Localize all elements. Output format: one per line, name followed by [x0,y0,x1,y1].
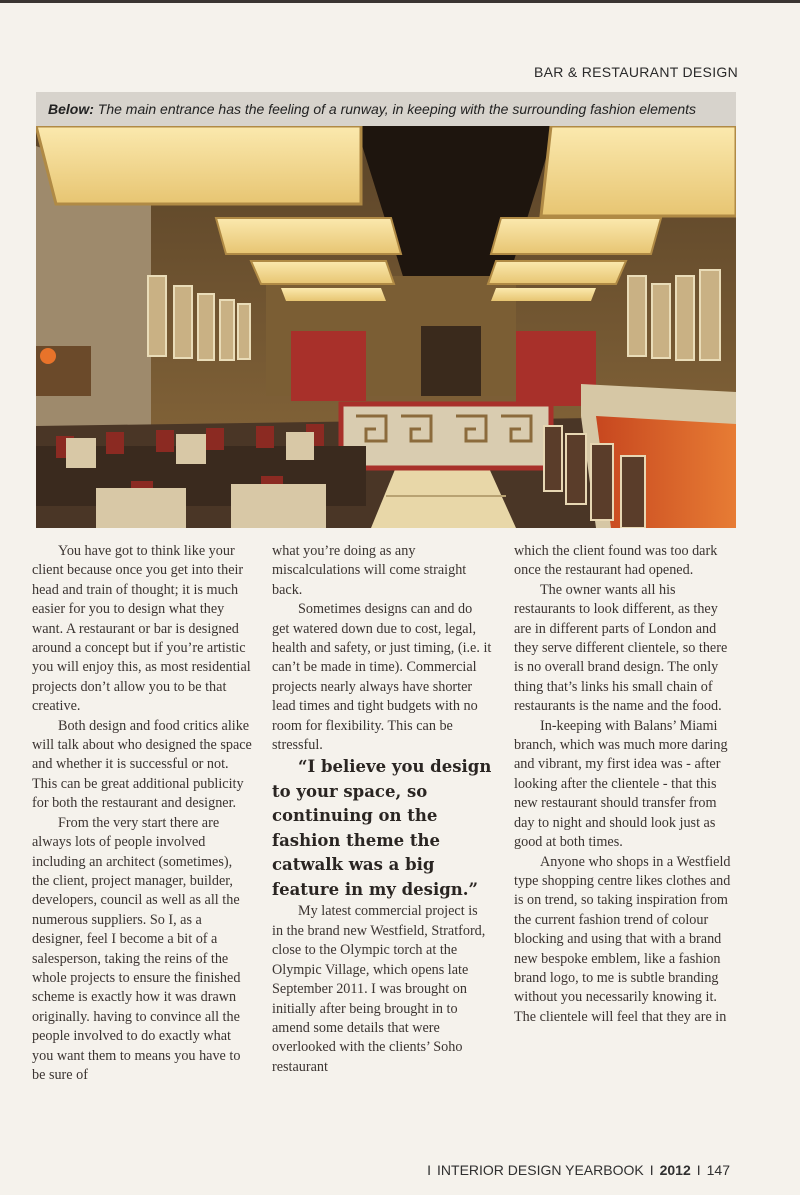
paragraph: Anyone who shops in a Westfield type shopping centre likes clothes and is on trend, so taking inspiration from the current fashion trend of colour blocking and using that with a brand new bespoke emblem, like a fashion brand logo, to me is subtle branding without you necessarily knowing it. The clientele will feel that they are in [514,853,731,1025]
paragraph: You have got to think like your client because once you get into their head and train of thought; it is much easier for you to design what they want. A restaurant or bar is designed around a concept but if you’re artistic you will enjoy this, as most residential projects don’t allow you to be that creative. [32,543,251,715]
footer-separator: I [649,1162,654,1178]
page-number: 147 [706,1162,730,1178]
article-column-2 [272,542,492,1077]
publication-name: INTERIOR DESIGN YEARBOOK [437,1162,644,1178]
restaurant-interior-photo [36,126,736,528]
paragraph: Both design and food critics alike will talk about who designed the space and whether it is successful or not. This can be great additional publicity for both the restaurant and designer. [32,717,252,812]
paragraph: My latest commercial project is in the brand new Westfield, Stratford, close to the Olympic torch at the Olympic Village, which opens late September 2011. I was brought on initially after being brought in to amend some details that were overlooked with the clients’ Soho restaurant [272,903,486,1075]
page-footer [421,1162,730,1178]
pull-quote: “I believe you design to your space, so continuing on the fashion theme the catwalk was a big feature in my design.” [272,757,492,899]
footer-separator: I [696,1162,701,1178]
top-rule [0,0,800,3]
restaurant-interior-image [36,126,736,528]
paragraph: which the client found was too dark once the restaurant had opened. [514,543,718,579]
caption-text: The main entrance has the feeling of a runway, in keeping with the surrounding fashion elements [97,101,696,117]
footer-separator: I [427,1162,432,1178]
section-heading: BAR & RESTAURANT DESIGN [534,64,738,80]
paragraph: From the very start there are always lots of people involved including an architect (sometimes), the client, project manager, builder, developers, council as well as all the numerous suppliers. So I, as a designer, feel I become a bit of a salesperson, taking the reins of the whole projects to ensure the finished scheme is exactly how it was drawn originally. having to convince all the people involved to do exactly what you want them to means you have to be sure of [32,814,241,1083]
caption-lead: Below: [48,101,94,117]
publication-year: 2012 [659,1162,691,1178]
paragraph: what you’re doing as any miscalculations will come straight back. [272,543,467,598]
paragraph: Sometimes designs can and do get watered down due to cost, legal, health and safety, or just timing, (i.e. it can’t be made in time). Commercial projects nearly always have shorter lead times and tight budgets with no room for flexibility. This can be stressful. [272,601,492,754]
article-column-3 [514,542,734,1027]
photo-caption [36,92,736,126]
paragraph: In-keeping with Balans’ Miami branch, which was much more daring and vibrant, my first idea was - after looking after the clientele - that this new restaurant should transfer from day to night and should look just as good at both times. [514,717,728,851]
paragraph: The owner wants all his restaurants to look different, as they are in different parts of London and they serve different clientele, so there is no overall brand design. The only thing that’s links his small chain of restaurants is the name and the food. [514,581,728,715]
article-column-1 [32,542,252,1085]
